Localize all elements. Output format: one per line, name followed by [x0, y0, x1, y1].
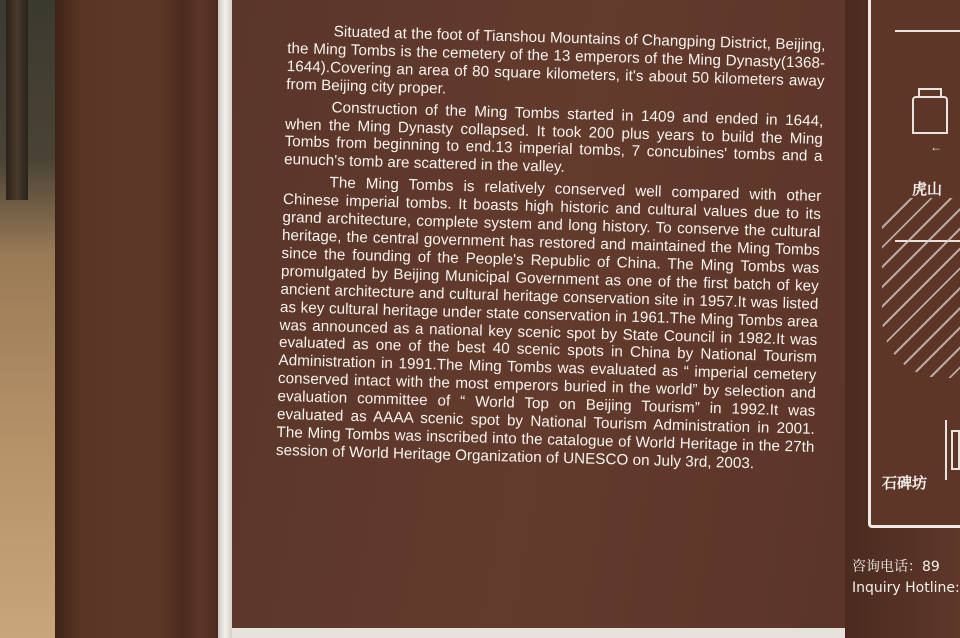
inquiry-hotline-en: Inquiry Hotline: — [852, 580, 960, 596]
map-building-icon — [912, 96, 948, 134]
map-label-stone-archway: 石碑坊 — [882, 474, 928, 492]
sign-post-left — [55, 0, 185, 638]
sign-paragraph: Situated at the foot of Tianshou Mountains of Changping District, Beijing, the Ming Tombs is the cemetery of the 13 emperors of the Ming Dynasty(1368-1644).Covering an area of 80 square kilometers, it's about 50 kilometers away from Beijing city proper. — [286, 23, 826, 98]
background-tree — [6, 0, 28, 200]
map-road-line — [895, 30, 960, 32]
sign-white-stripe — [218, 0, 232, 638]
map-road-line — [945, 420, 947, 480]
sign-text-block — [276, 22, 826, 479]
map-mountain-drawing — [882, 198, 960, 378]
sign-frame-gap — [183, 0, 218, 638]
map-pillar-icon — [951, 430, 960, 470]
inquiry-hotline-cn: 咨询电话：89 — [852, 559, 940, 575]
map-arrow-icon: ← — [930, 140, 942, 154]
map-label-tiger-mountain: 虎山 — [912, 180, 943, 198]
sign-paragraph: Construction of the Ming Tombs started in 1409 and ended in 1644, when the Ming Dynasty collapsed. It took 200 plus years to build the Ming Tombs from beginning to end.13 imperial tombs, 7 concubines' tombs and a eunuch's tomb are scattered in the valley. — [283, 98, 824, 177]
sign-panel-edge — [232, 628, 872, 638]
sign-paragraph: The Ming Tombs is relatively conserved well compared with other Chinese imperial tombs. It boasts high historic and cultural values due to its grand architecture, complete system and long history. To conserve the cultural heritage, the central government has restored and maintained the Ming Tombs since the founding of the People's Republic of China. The Ming Tombs was promulgated by Beijing Municipal Government as one of the first batch of key ancient architecture and cultural heritage conservation site in 1957.It was listed as key cultural heritage under state conservation in 1961.The Ming Tombs area was announced as a national key scenic spot by State Council in 1982.It was evaluated as one of the best 40 scenic spots in China by National Tourism Administration in 1991.The Ming Tombs was evaluated as “ imperial cemetery conserved intact with the most emperors buried in the world” by selection and evaluation committee of “ World Top on Beijing Tourism” in 1992.It was evaluated as AAAA scenic spot by National Tourism Administration in 2001. The Ming Tombs was inscribed into the catalogue of World Heritage in the 27th session of World Heritage Organization of UNESCO on July 3rd, 2003. — [275, 174, 822, 473]
